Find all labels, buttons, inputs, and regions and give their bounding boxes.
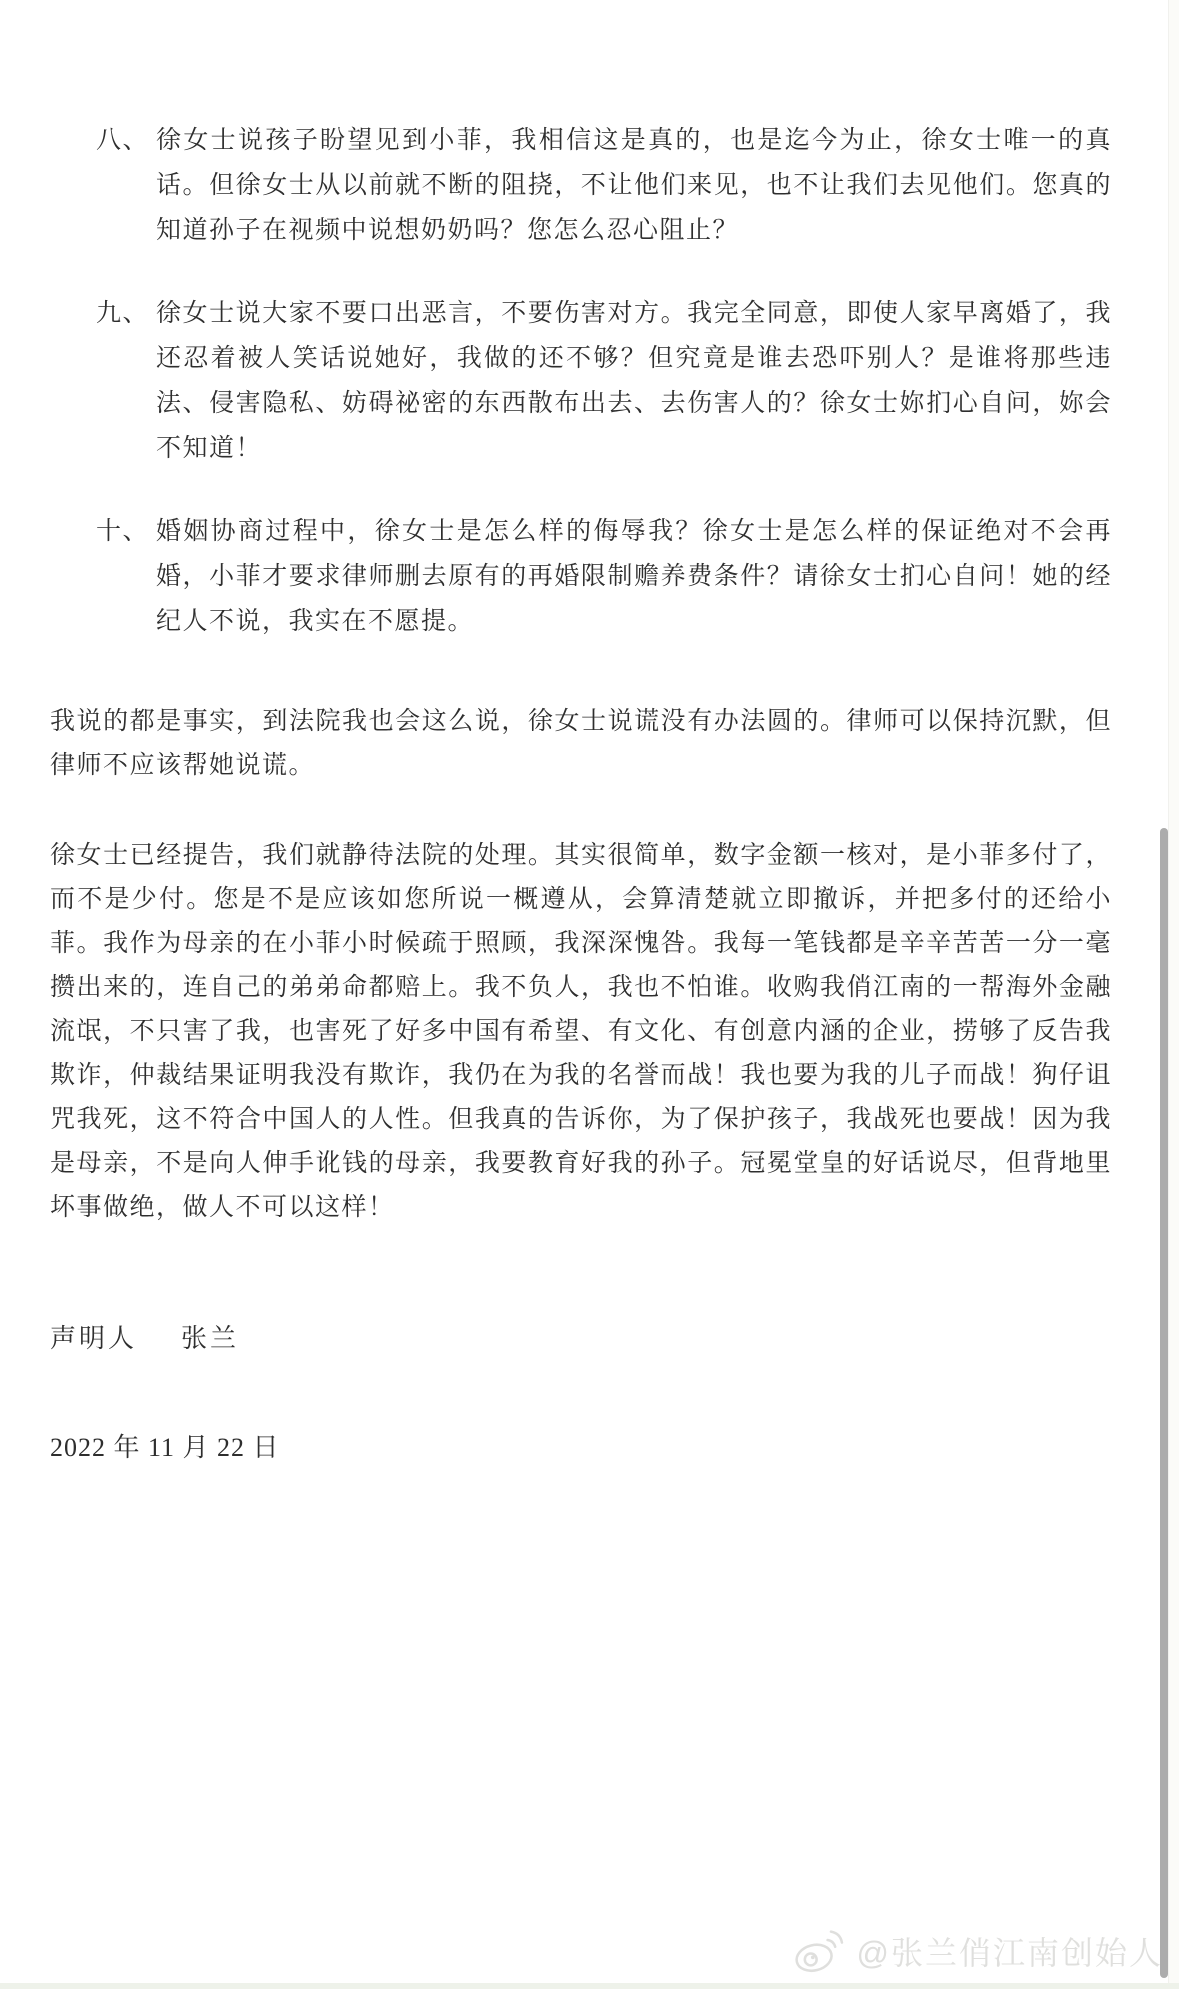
statement-item-9 xyxy=(50,291,1112,471)
closing-paragraph: 我说的都是事实，到法院我也会这么说，徐女士说谎没有办法圆的。律师可以保持沉默，但律师不应该帮她说谎。 xyxy=(50,708,1112,779)
statement-body xyxy=(50,118,1112,1464)
item-text: 婚姻协商过程中，徐女士是怎么样的侮辱我？徐女士是怎么样的保证绝对不会再婚，小菲才要求律师删去原有的再婚限制赡养费条件？请徐女士扪心自问！她的经纪人不说，我实在不愿提。 xyxy=(156,518,1112,635)
item-text: 徐女士说孩子盼望见到小菲，我相信这是真的，也是迄今为止，徐女士唯一的真话。但徐女士从以前就不断的阻挠，不让他们来见，也不让我们去见他们。您真的知道孙子在视频中说想奶奶吗？您怎么忍心阻止？ xyxy=(156,127,1112,244)
watermark-handle: @张兰俏江南创始人 xyxy=(856,1935,1163,1971)
statement-item-10 xyxy=(50,509,1112,644)
item-number: 九、 xyxy=(96,300,150,327)
closing-paragraph: 徐女士已经提告，我们就静待法院的处理。其实很简单，数字金额一核对，是小菲多付了，而不是少付。您是不是应该如您所说一概遵从，会算清楚就立即撤诉，并把多付的还给小菲。我作为母亲的在小菲小时候疏于照顾，我深深愧咎。我每一笔钱都是辛辛苦苦一分一毫攒出来的，连自己的弟弟命都赔上。我不负人，我也不怕谁。收购我俏江南的一帮海外金融流氓，不只害了我，也害死了好多中国有希望、有文化、有创意内涵的企业，捞够了反告我欺诈，仲裁结果证明我没有欺诈，我仍在为我的名誉而战！我也要为我的儿子而战！狗仔诅咒我死，这不符合中国人的人性。但我真的告诉你，为了保护孩子，我战死也要战！因为我是母亲，不是向人伸手讹钱的母亲，我要教育好我的孙子。冠冕堂皇的好话说尽，但背地里坏事做绝，做人不可以这样！ xyxy=(50,842,1112,1221)
signature-name: 张兰 xyxy=(181,1324,240,1353)
item-number: 十、 xyxy=(96,518,150,545)
signature-line xyxy=(50,1318,1112,1355)
scrollbar-thumb[interactable] xyxy=(1160,828,1168,1978)
statement-date: 2022 年 11 月 22 日 xyxy=(50,1433,280,1462)
weibo-watermark xyxy=(793,1927,1164,1975)
photo-bottom-edge xyxy=(0,1983,1179,1989)
item-number: 八、 xyxy=(96,127,150,154)
scrollbar-track xyxy=(1168,0,1179,1989)
weibo-icon xyxy=(793,1927,847,1975)
statement-item-8 xyxy=(50,118,1112,253)
item-text: 徐女士说大家不要口出恶言，不要伤害对方。我完全同意，即使人家早离婚了，我还忍着被人笑话说她好，我做的还不够？但究竟是谁去恐吓别人？是谁将那些违法、侵害隐私、妨碍祕密的东西散布出去、去伤害人的？徐女士妳扪心自问，妳会不知道！ xyxy=(156,300,1112,462)
signature-label: 声明人 xyxy=(50,1324,138,1353)
